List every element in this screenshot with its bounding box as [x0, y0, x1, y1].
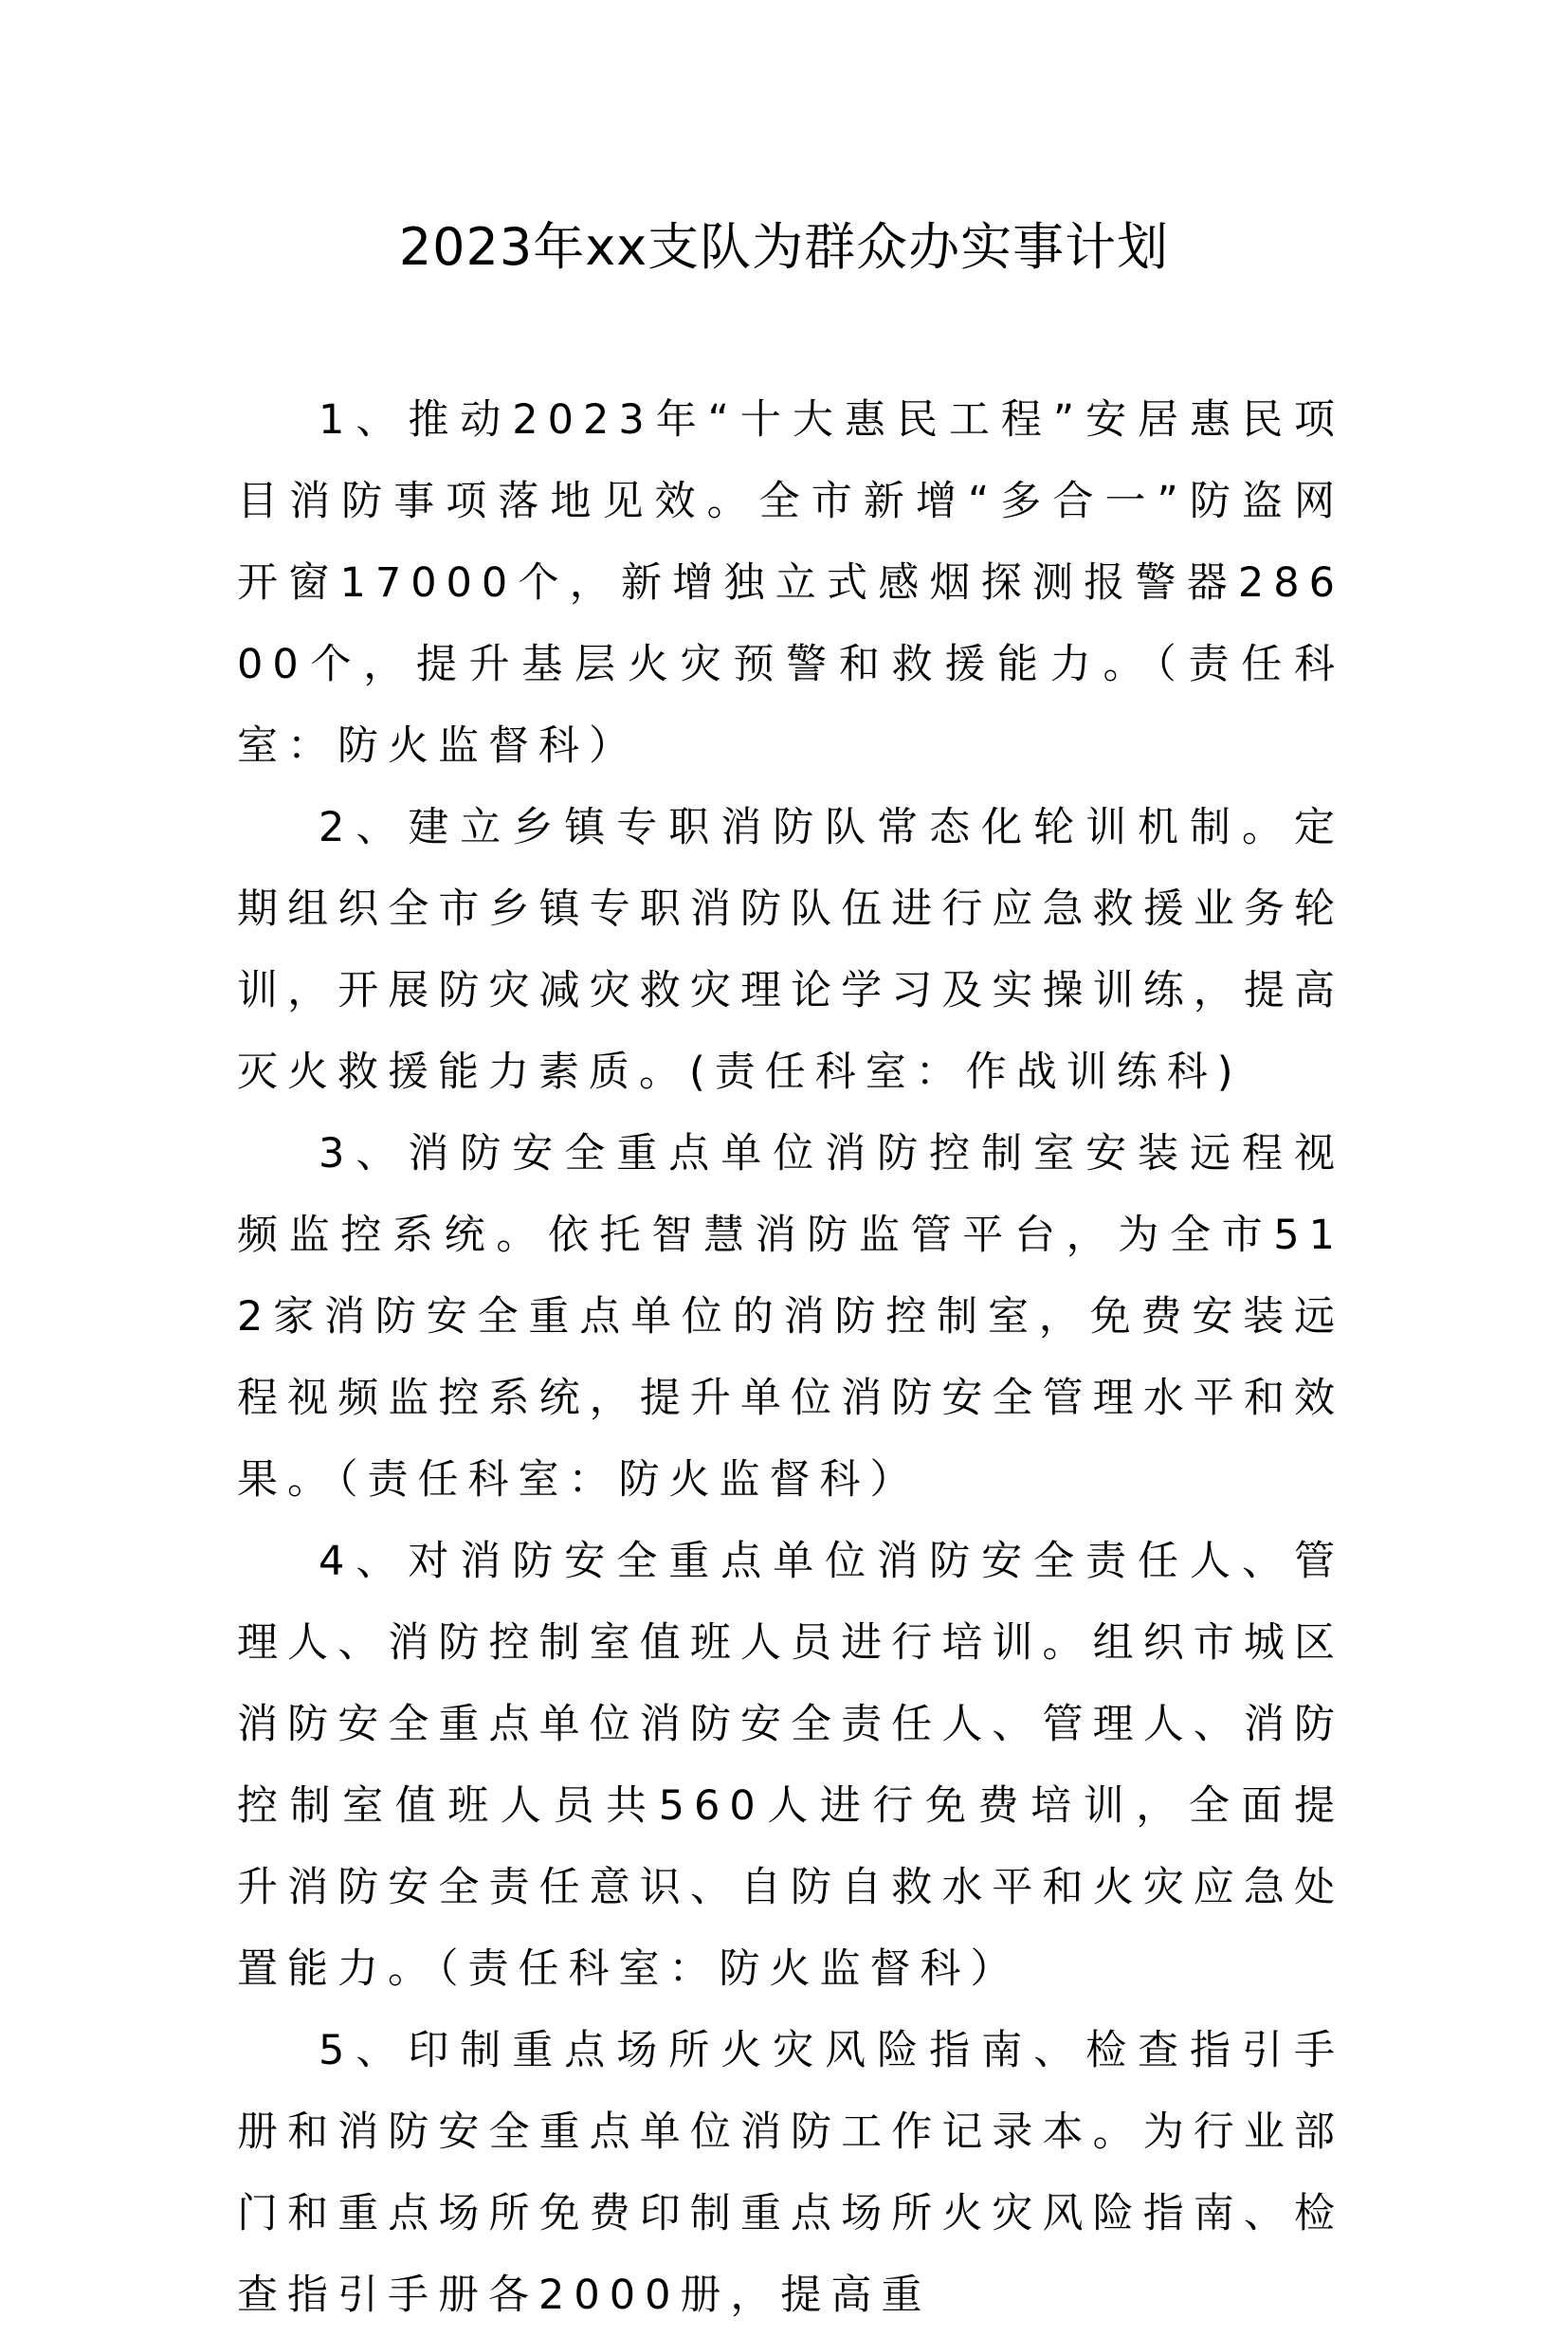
document-title: 2023年xx支队为群众办实事计划 — [398, 217, 1170, 277]
paragraph-item-4: 4、对消防安全重点单位消防安全责任人、管理人、消防控制室值班人员进行培训。组织市城区消防安全重点单位消防安全责任人、管理人、消防控制室值班人员共560人进行免费培训，全面提升消防安全责任意识、自防自救水平和火灾应急处置能力。（责任科室：防火监督科） — [237, 1538, 1344, 1993]
paragraph-item-2: 2、建立乡镇专职消防队常态化轮训机制。定期组织全市乡镇专职消防队伍进行应急救援业务轮训，开展防灾减灾救灾理论学习及实操训练，提高灭火救援能力素质。(责任科室：作战训练科) — [237, 804, 1344, 1096]
paragraph-item-1: 1、推动2023年“十大惠民工程”安居惠民项目消防事项落地见效。全市新增“多合一”防盗网开窗17000个，新增独立式感烟探测报警器28600个，提升基层火灾预警和救援能力。（责任科室：防火监督科） — [237, 396, 1344, 770]
paragraph-item-3: 3、消防安全重点单位消防控制室安装远程视频监控系统。依托智慧消防监管平台，为全市512家消防安全重点单位的消防控制室，免费安装远程视频监控系统，提升单位消防安全管理水平和效果。（责任科室：防火监督科） — [237, 1130, 1344, 1504]
document-body — [237, 379, 1344, 2336]
paragraph-item-5: 5、印制重点场所火灾风险指南、检查指引手册和消防安全重点单位消防工作记录本。为行业部门和重点场所免费印制重点场所火灾风险指南、检查指引手册各2000册，提高重 — [237, 2027, 1344, 2319]
